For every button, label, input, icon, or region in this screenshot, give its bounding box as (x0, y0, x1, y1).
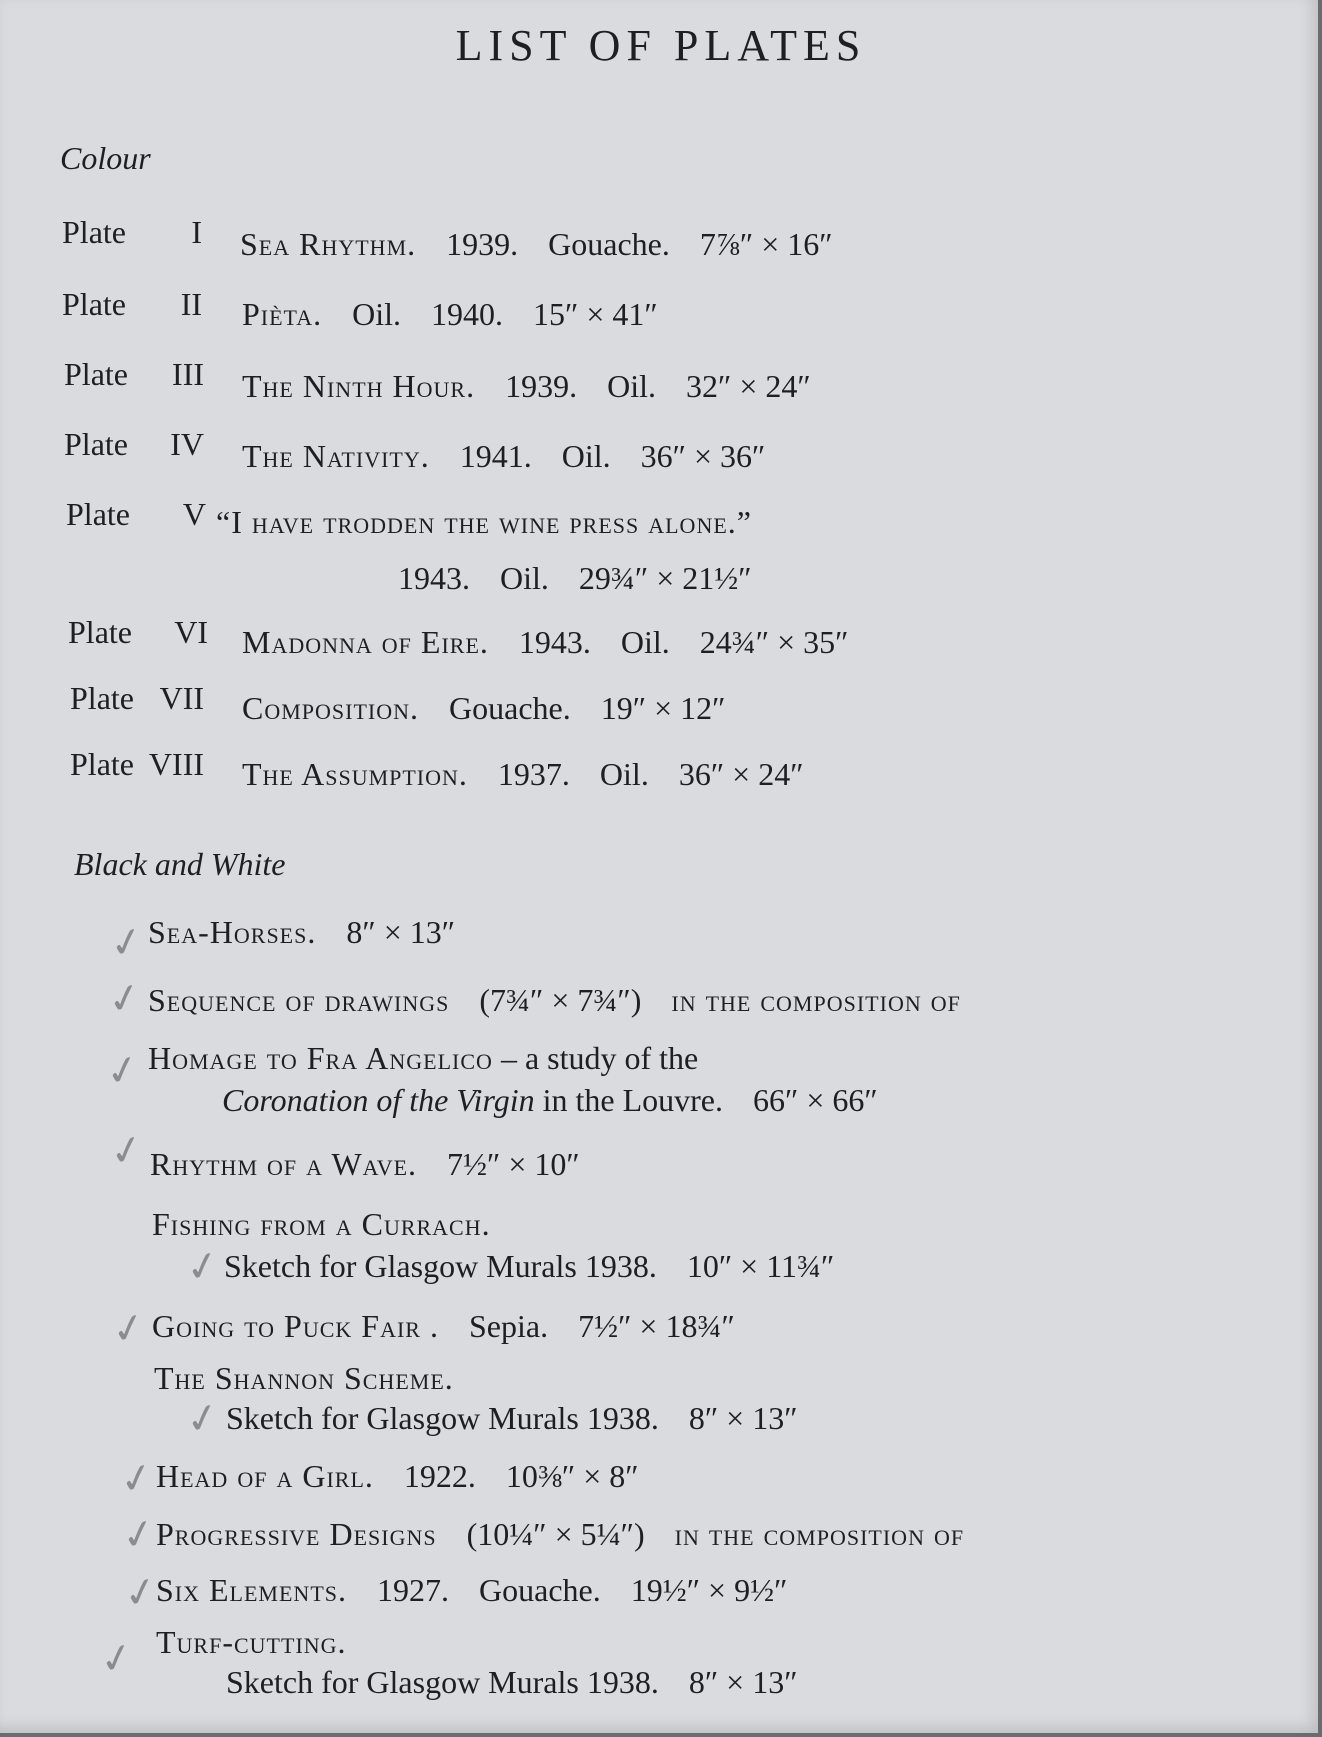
plate-numeral: I (191, 214, 202, 250)
plate-entry (242, 438, 765, 475)
bw-text: in the Louvre. (542, 1082, 723, 1118)
plate-number (62, 286, 202, 323)
bw-size: 19½″ × 9½″ (630, 1572, 788, 1608)
bw-size: 8″ × 13″ (688, 1664, 798, 1700)
plate-title: Composition. (242, 690, 420, 726)
bw-medium: Gouache. (479, 1572, 601, 1608)
bw-size: 8″ × 13″ (346, 914, 456, 950)
bw-title: The Shannon Scheme. (154, 1360, 454, 1396)
bw-dash: – (500, 1040, 517, 1076)
bw-text: a study of the (524, 1040, 699, 1076)
plate-size: 19″ × 12″ (600, 690, 726, 726)
bw-entry (148, 1040, 698, 1077)
bw-title: Six Elements. (156, 1572, 347, 1608)
plate-year: 1937. (497, 756, 570, 792)
plate-entry (242, 296, 658, 333)
plate-title: Pièta. (242, 296, 323, 332)
pencil-check-mark: ✓ (107, 1303, 150, 1355)
plate-numeral: VI (174, 614, 208, 650)
plate-size: 24¾″ × 35″ (699, 624, 849, 660)
bw-entry (156, 1458, 639, 1495)
plate-entry (242, 368, 811, 405)
bw-entry-continued (226, 1400, 798, 1437)
plate-medium: Oil. (599, 756, 649, 792)
plate-size: 7⅞″ × 16″ (699, 226, 833, 262)
pencil-check-mark: ✓ (101, 1045, 144, 1097)
plate-year: 1940. (431, 296, 504, 332)
plate-year: 1939. (505, 368, 578, 404)
plate-year: 1943. (398, 560, 470, 596)
plate-title: The Assumption. (242, 756, 468, 792)
plate-title: The Ninth Hour. (242, 368, 476, 404)
bw-entry (152, 1308, 735, 1345)
plate-size: 32″ × 24″ (685, 368, 811, 404)
bw-work-title: Coronation of the Virgin (222, 1082, 535, 1118)
bw-tail: in the composition of (674, 1516, 965, 1552)
bw-title: Turf-cutting. (156, 1624, 347, 1660)
plate-size: 15″ × 41″ (533, 296, 658, 332)
plate-numeral: II (180, 286, 202, 322)
plate-number (66, 496, 206, 533)
bw-title: Homage to Fra Angelico (148, 1040, 493, 1076)
plate-numeral: V (182, 496, 206, 532)
bw-year: 1927. (377, 1572, 449, 1608)
plate-medium: Oil. (352, 296, 402, 332)
bw-entry (150, 1146, 580, 1183)
plate-numeral: III (172, 356, 204, 392)
pencil-check-mark: ✓ (181, 1393, 224, 1445)
plate-numeral: VII (159, 680, 204, 716)
plate-size: 29¾″ × 21½″ (578, 560, 752, 596)
bw-title: Going to Puck Fair . (152, 1308, 439, 1344)
bw-size: 10⅜″ × 8″ (505, 1458, 639, 1494)
plate-medium: Oil. (607, 368, 656, 404)
plate-year: 1939. (446, 226, 519, 262)
plate-word: Plate (62, 286, 126, 322)
plate-medium: Gouache. (548, 226, 670, 262)
plate-year: 1943. (518, 624, 591, 660)
plate-title: The Nativity. (242, 438, 430, 474)
plate-number (64, 356, 204, 393)
pencil-check-mark: ✓ (95, 1633, 138, 1685)
plate-medium: Oil. (561, 438, 611, 474)
pencil-check-mark: ✓ (103, 973, 146, 1025)
bw-year: 1922. (403, 1458, 476, 1494)
plate-entry (242, 690, 725, 727)
plate-title: “I have trodden the wine press alone.” (216, 504, 752, 540)
plate-numeral: IV (170, 426, 204, 462)
plate-size: 36″ × 24″ (678, 756, 804, 792)
bw-size: 66″ × 66″ (752, 1082, 878, 1118)
bw-entry-continued (226, 1664, 798, 1701)
bw-tail: in the composition of (671, 982, 961, 1018)
bw-entry-continued (224, 1248, 834, 1285)
bw-size: 7½″ × 18¾″ (578, 1308, 735, 1344)
black-and-white-heading: Black and White (74, 846, 286, 882)
bw-size: (10¼″ × 5¼″) (466, 1516, 645, 1552)
plate-title: Sea Rhythm. (240, 226, 417, 262)
bw-title: Head of a Girl. (156, 1458, 374, 1494)
plate-word: Plate (68, 614, 132, 650)
plate-medium: Gouache. (449, 690, 571, 726)
bw-title: Sea-Horses. (148, 914, 317, 950)
plate-word: Plate (64, 356, 128, 392)
plate-entry (242, 624, 848, 661)
plate-number (68, 614, 208, 651)
plate-entry-continued (398, 560, 752, 597)
bw-text: Sketch for Glasgow Murals 1938. (226, 1400, 659, 1436)
plate-size: 36″ × 36″ (640, 438, 766, 474)
plate-word: Plate (70, 680, 134, 716)
bw-entry (156, 1516, 964, 1553)
bw-entry (156, 1624, 347, 1661)
bw-medium: Sepia. (468, 1308, 549, 1344)
bw-text: Sketch for Glasgow Murals 1938. (224, 1248, 657, 1284)
plate-word: Plate (62, 214, 126, 250)
bw-size: 8″ × 13″ (688, 1400, 798, 1436)
bw-entry (148, 982, 961, 1019)
plate-number (70, 680, 204, 717)
bw-entry (152, 1206, 491, 1243)
bw-title: Rhythm of a Wave. (150, 1146, 418, 1182)
plate-word: Plate (64, 426, 128, 462)
plate-medium: Oil. (620, 624, 670, 660)
bw-entry (154, 1360, 454, 1397)
bw-size: 10″ × 11¾″ (686, 1248, 835, 1284)
pencil-check-mark: ✓ (117, 1509, 160, 1561)
plate-number (62, 214, 202, 251)
pencil-check-mark: ✓ (105, 1125, 148, 1177)
plate-entry (240, 226, 833, 263)
pencil-check-mark: ✓ (115, 1453, 158, 1505)
pencil-check-mark: ✓ (181, 1241, 224, 1293)
pencil-check-mark: ✓ (105, 917, 148, 969)
bw-size: 7½″ × 10″ (447, 1146, 580, 1182)
plate-entry (242, 756, 804, 793)
bw-title: Progressive Designs (156, 1516, 437, 1552)
bw-entry (148, 914, 455, 951)
bw-text: Sketch for Glasgow Murals 1938. (226, 1664, 659, 1700)
plate-medium: Oil. (500, 560, 549, 596)
page-title: LIST OF PLATES (455, 21, 867, 70)
plate-year: 1941. (459, 438, 532, 474)
plate-title: Madonna of Eire. (242, 624, 489, 660)
pencil-check-mark: ✓ (119, 1567, 162, 1619)
plate-word: Plate (70, 746, 134, 782)
colour-heading: Colour (60, 140, 151, 176)
bw-title: Fishing from a Currach. (152, 1206, 491, 1242)
plate-number (70, 746, 204, 783)
plate-number (64, 426, 204, 463)
bw-size: (7¾″ × 7¾″) (479, 982, 642, 1018)
bw-entry (156, 1572, 787, 1609)
plate-numeral: VIII (148, 746, 204, 782)
plate-entry (216, 504, 752, 541)
bw-title: Sequence of drawings (148, 982, 450, 1018)
bw-entry-continued (222, 1082, 878, 1119)
plate-word: Plate (66, 496, 130, 532)
